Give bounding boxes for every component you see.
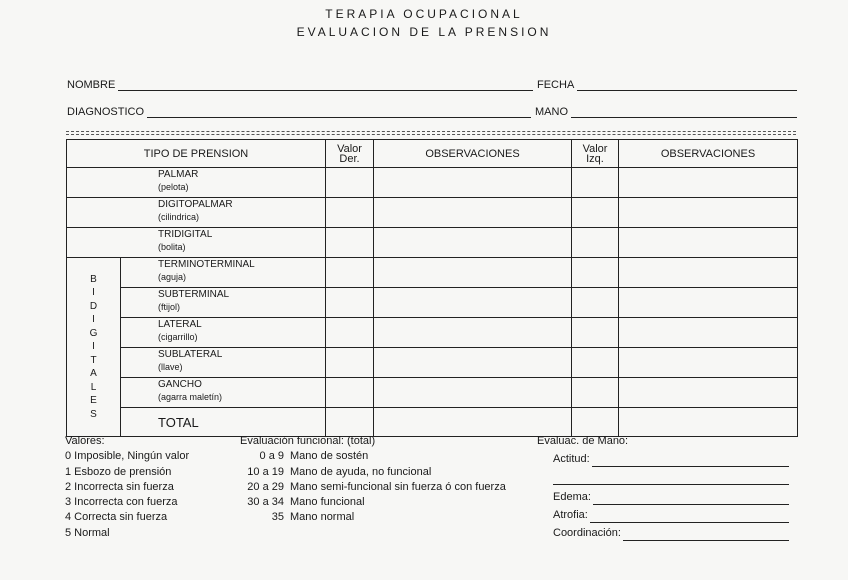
table-row (67, 318, 798, 348)
tipo-sub: (llave) (158, 362, 183, 372)
obs-izq-cell[interactable] (619, 288, 798, 318)
valor-izq-cell[interactable] (572, 378, 619, 408)
mano-row (535, 106, 797, 118)
table-header-row (67, 140, 798, 168)
group-letter: D (89, 300, 98, 312)
actitud-label: Actitud: (553, 453, 590, 465)
coordinacion-field[interactable] (623, 530, 789, 541)
valor-der-cell[interactable] (326, 168, 374, 198)
valor-izq-cell[interactable] (572, 288, 619, 318)
evaluacion-item (240, 465, 506, 480)
obs-izq-cell[interactable] (619, 378, 798, 408)
observaciones-izq-header: OBSERVACIONES (619, 140, 798, 168)
valor-item: 3 Incorrecta con fuerza (65, 496, 178, 509)
edema-field[interactable] (593, 494, 789, 505)
bidigitales-label (67, 258, 121, 437)
evaluacion-title: Evaluación funcional: (total) (240, 435, 376, 447)
tipo-name: SUBLATERAL (158, 349, 223, 360)
valor-izq-total[interactable] (572, 408, 619, 437)
valor-der-cell[interactable] (326, 228, 374, 258)
valor-izq-cell[interactable] (572, 348, 619, 378)
tipo-sub: (aguja) (158, 272, 187, 282)
tipo-cell (121, 288, 326, 318)
group-letter: B (90, 273, 97, 285)
edema-row (553, 487, 789, 505)
evaluacion-item (240, 495, 506, 510)
nombre-field[interactable] (118, 79, 533, 91)
eval-desc: Mano de sostén (290, 450, 369, 463)
valor-der-total[interactable] (326, 408, 374, 437)
valor-izq-cell[interactable] (572, 228, 619, 258)
obs-izq-cell[interactable] (619, 228, 798, 258)
valores-title: Valores: (65, 435, 105, 447)
tipo-cell (121, 348, 326, 378)
tipo-cell (67, 168, 326, 198)
valor-izq-line2: Izq. (586, 152, 604, 165)
obs-der-cell[interactable] (374, 258, 572, 288)
form-title: TERAPIA OCUPACIONAL (325, 7, 523, 21)
actitud-field[interactable] (592, 456, 789, 467)
obs-der-cell[interactable] (374, 228, 572, 258)
valor-izq-cell[interactable] (572, 168, 619, 198)
eval-desc: Mano funcional (290, 496, 365, 509)
table-row (67, 198, 798, 228)
table-row (67, 348, 798, 378)
valor-item: 1 Esbozo de prensión (65, 465, 172, 478)
eval-range: 35 (271, 511, 284, 524)
obs-der-cell[interactable] (374, 168, 572, 198)
mano-label: MANO (535, 106, 568, 118)
table-row (67, 378, 798, 408)
eval-desc: Mano normal (290, 511, 355, 524)
prension-table (66, 139, 798, 437)
table-row (67, 168, 798, 198)
group-letter: S (90, 408, 97, 420)
evaluacion-item (240, 510, 506, 525)
atrofia-field[interactable] (590, 512, 789, 523)
separator-line (66, 131, 796, 132)
group-letter: I (92, 287, 95, 299)
tipo-name: LATERAL (158, 319, 202, 330)
valor-der-cell[interactable] (326, 198, 374, 228)
group-letter: G (89, 327, 98, 339)
group-letter: A (90, 368, 97, 380)
tipo-name: SUBTERMINAL (158, 289, 230, 300)
obs-izq-cell[interactable] (619, 258, 798, 288)
tipo-cell (67, 228, 326, 258)
tipo-name: PALMAR (158, 169, 199, 180)
obs-izq-total[interactable] (619, 408, 798, 437)
form-subtitle: EVALUACION DE LA PRENSION (296, 25, 552, 39)
nombre-label: NOMBRE (67, 79, 116, 91)
observaciones-der-header: OBSERVACIONES (374, 140, 572, 168)
tipo-name: TRIDIGITAL (158, 229, 213, 240)
valor-item: 4 Correcta sin fuerza (65, 511, 168, 524)
obs-der-cell[interactable] (374, 378, 572, 408)
tipo-name: TERMINOTERMINAL (158, 259, 255, 270)
actitud-row (553, 449, 789, 467)
tipo-sub: (bolita) (158, 242, 186, 252)
obs-der-cell[interactable] (374, 198, 572, 228)
valor-izq-cell[interactable] (572, 318, 619, 348)
tipo-sub: (ftijol) (158, 302, 180, 312)
fecha-row (537, 79, 797, 91)
mano-eval-title: Evaluac. de Mano: (537, 435, 629, 447)
valor-izq-cell[interactable] (572, 258, 619, 288)
table-row (67, 288, 798, 318)
valor-der-line2: Der. (339, 152, 360, 165)
valor-der-cell[interactable] (326, 288, 374, 318)
evaluacion-item (240, 449, 506, 464)
group-letter: T (90, 354, 97, 366)
tipo-sub: (pelota) (158, 182, 189, 192)
tipo-cell (67, 198, 326, 228)
table-row (67, 258, 798, 288)
evaluacion-legend (240, 434, 506, 526)
eval-range: 0 a 9 (259, 450, 284, 463)
valor-izq-cell[interactable] (572, 198, 619, 228)
diagnostico-row (67, 106, 531, 118)
valor-item: 2 Incorrecta sin fuerza (65, 480, 174, 493)
obs-der-cell[interactable] (374, 348, 572, 378)
eval-desc: Mano de ayuda, no funcional (290, 465, 432, 478)
valor-der-cell[interactable] (326, 258, 374, 288)
coordinacion-label: Coordinación: (553, 527, 621, 539)
group-letter: I (92, 314, 95, 326)
obs-izq-cell[interactable] (619, 198, 798, 228)
tipo-sub: (cigarrillo) (158, 332, 198, 342)
total-row (67, 408, 798, 437)
atrofia-row (553, 505, 789, 523)
table-row (67, 228, 798, 258)
tipo-cell (121, 378, 326, 408)
tipo-sub: (agarra maletín) (158, 392, 223, 402)
obs-der-total[interactable] (374, 408, 572, 437)
valor-izq-header (572, 140, 619, 168)
valor-izq-line1: Valor (582, 142, 608, 155)
mano-field[interactable] (571, 106, 797, 118)
tipo-header: TIPO DE PRENSION (67, 140, 326, 168)
group-letter: I (92, 341, 95, 353)
valores-legend (65, 434, 189, 541)
obs-der-cell[interactable] (374, 318, 572, 348)
valor-der-header (326, 140, 374, 168)
eval-range: 10 a 19 (247, 465, 284, 478)
tipo-sub: (cilindrica) (158, 212, 200, 222)
valor-item: 5 Normal (65, 526, 110, 539)
total-label: TOTAL (121, 408, 326, 437)
fecha-label: FECHA (537, 79, 575, 91)
group-letter: E (90, 395, 97, 407)
tipo-name: DIGITOPALMAR (158, 199, 233, 210)
valor-item: 0 Imposible, Ningún valor (65, 450, 190, 463)
diagnostico-field[interactable] (147, 106, 531, 118)
eval-range: 20 a 29 (247, 480, 284, 493)
obs-izq-cell[interactable] (619, 168, 798, 198)
tipo-cell (121, 258, 326, 288)
edema-label: Edema: (553, 491, 591, 503)
valor-der-cell[interactable] (326, 318, 374, 348)
tipo-cell (121, 318, 326, 348)
coordinacion-row (553, 523, 789, 541)
separator-line (66, 134, 796, 135)
valor-der-cell[interactable] (326, 378, 374, 408)
evaluacion-item (240, 480, 506, 495)
eval-range: 30 a 34 (247, 496, 284, 509)
nombre-row (67, 79, 533, 91)
valor-der-line1: Valor (337, 142, 362, 155)
actitud-row-2 (553, 467, 789, 485)
eval-desc: Mano semi-funcional sin fuerza ó con fuerza (290, 480, 506, 493)
tipo-name: GANCHO (158, 379, 202, 390)
obs-izq-cell[interactable] (619, 348, 798, 378)
obs-izq-cell[interactable] (619, 318, 798, 348)
diagnostico-label: DIAGNOSTICO (67, 106, 145, 118)
obs-der-cell[interactable] (374, 288, 572, 318)
valor-der-cell[interactable] (326, 348, 374, 378)
group-letter: L (90, 381, 97, 393)
mano-evaluacion (537, 434, 789, 541)
actitud-field-2[interactable] (553, 474, 789, 485)
fecha-field[interactable] (577, 79, 797, 91)
atrofia-label: Atrofia: (553, 509, 588, 521)
